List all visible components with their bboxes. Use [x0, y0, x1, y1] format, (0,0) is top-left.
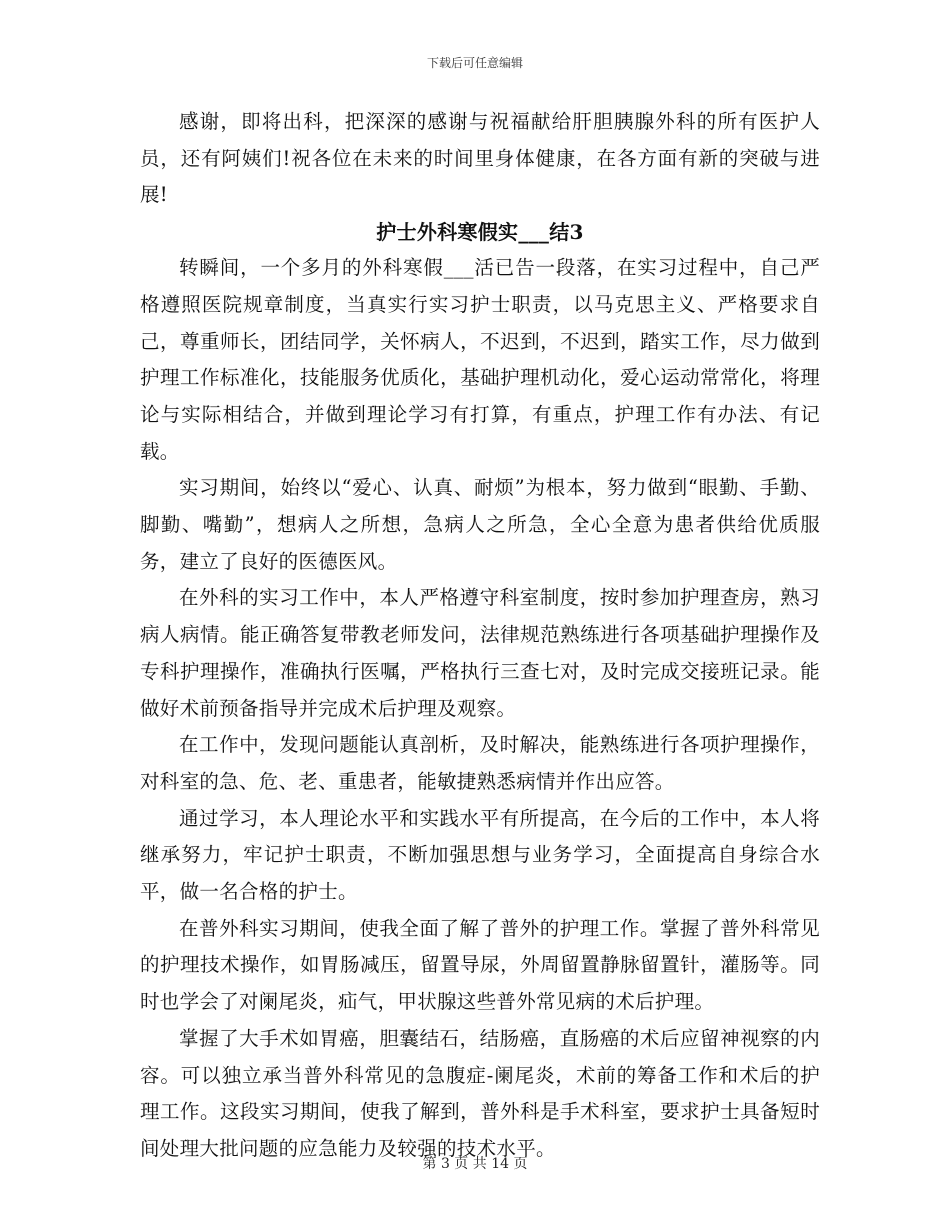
paragraph: 在工作中，发现问题能认真剖析，及时解决，能熟练进行各项护理操作，对科室的急、危、老、重患者，能敏捷熟悉病情并作出应答。	[140, 733, 820, 793]
paragraph: 转瞬间，一个多月的外科寒假___活已告一段落，在实习过程中，自己严格遵照医院规章制度，当真实行实习护士职责，以马克思主义、严格要求自己，尊重师长，团结同学，关怀病人，不迟到，不迟到，踏实工作，尽力做到护理工作标准化，技能服务优质化，基础护理机动化，爱心运动常常化，将理论与实际相结合，并做到理论学习有打算，有重点，护理工作有办法、有记载。	[140, 256, 820, 463]
paragraph: 在外科的实习工作中，本人严格遵守科室制度，按时参加护理查房，熟习病人病情。能正确答复带教老师发问，法律规范熟练进行各项基础护理操作及专科护理操作，准确执行医嘱，严格执行三查七对，及时完成交接班记录。能做好术前预备指导并完成术后护理及观察。	[140, 586, 820, 720]
document-body	[140, 104, 820, 1168]
paragraph: 通过学习，本人理论水平和实践水平有所提高，在今后的工作中，本人将继承努力，牢记护士职责，不断加强思想与业务学习，全面提高自身综合水平，做一名合格的护士。	[140, 806, 820, 904]
section-title: 护士外科寒假实___结3	[376, 220, 584, 245]
paragraph: 在普外科实习期间，使我全面了解了普外的护理工作。掌握了普外科常见的护理技术操作，如胃肠减压，留置导尿，外周留置静脉留置针，灌肠等。同时也学会了对阑尾炎，疝气，甲状腺这些普外常见病的术后护理。	[140, 916, 820, 1014]
paragraph: 掌握了大手术如胃癌，胆囊结石，结肠癌，直肠癌的术后应留神视察的内容。可以独立承当普外科常见的急腹症-阑尾炎，术前的筹备工作和术后的护理工作。这段实习期间，使我了解到，普外科是手术科室，要求护士具备短时间处理大批问题的应急能力及较强的技术水平。	[140, 1026, 820, 1160]
page-number-footer: 第 3 页 共 14 页	[422, 1156, 528, 1172]
paragraph: 实习期间，始终以“爱心、认真、耐烦”为根本，努力做到“眼勤、手勤、脚勤、嘴勤”，想病人之所想，急病人之所急，全心全意为患者供给优质服务，建立了良好的医德医风。	[140, 476, 820, 573]
page-header-note: 下载后可任意编辑	[426, 56, 523, 70]
intro-paragraph: 感谢，即将出科，把深深的感谢与祝福献给肝胆胰腺外科的所有医护人员，还有阿姨们!祝各位在未来的时间里身体健康，在各方面有新的突破与进展!	[140, 110, 820, 207]
